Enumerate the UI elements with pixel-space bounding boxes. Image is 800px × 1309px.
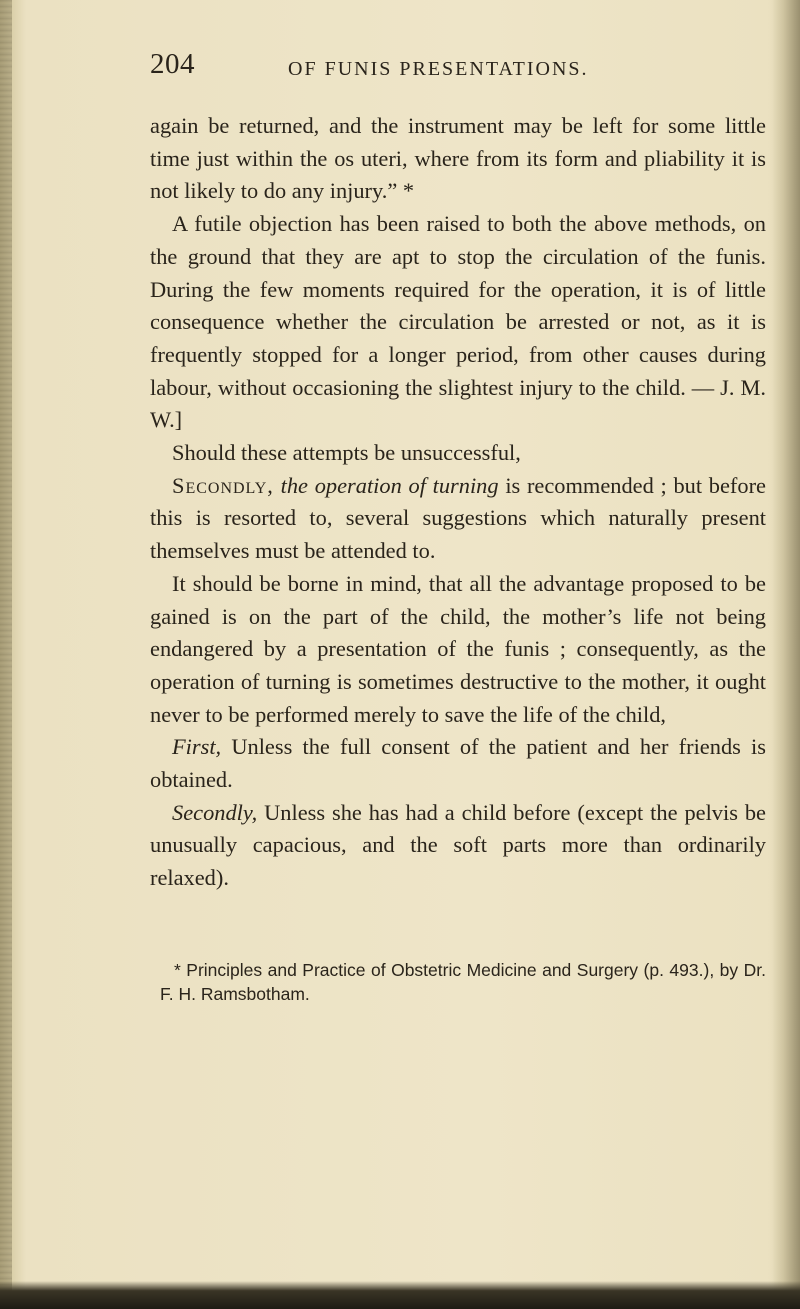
- page-gutter-shadow: [0, 0, 12, 1309]
- footnote: [160, 958, 766, 1006]
- secondly-heading: Secondly,: [172, 472, 274, 498]
- second-condition-text: Unless she has had a child before (except the pelvis be unusually capacious, and the soft parts more than ordinarily relaxed).: [150, 799, 766, 891]
- paragraph-objection: A futile objection has been raised to both the above methods, on the ground that they are apt to stop the circulation of the funis. During the few moments required for the operation, it is of little consequence whether the circulation be arrested or not, as it is frequently stopped for a longer period, from other causes during labour, without occasioning the slightest injury to the child. — J. M. W.]: [150, 211, 766, 433]
- secondly-text: is recommended ; but before this is resorted to, several suggestions which naturally present themselves must be attended to.: [150, 472, 766, 564]
- first-label: First,: [172, 734, 222, 760]
- page-number: 204: [150, 48, 195, 80]
- running-title: OF FUNIS PRESENTATIONS.: [288, 58, 589, 80]
- paragraph-second-condition: [150, 797, 766, 895]
- turning-phrase: the operation of turning: [280, 472, 499, 498]
- body-text: [150, 110, 766, 895]
- paragraph-secondly: [150, 470, 766, 568]
- paragraph-continuation: again be returned, and the instrument may be left for some little time just within the os uteri, where from its form and pliability it is not likely to do any injury.” *: [150, 113, 766, 204]
- paragraph-borne-in-mind: It should be borne in mind, that all the advantage proposed to be gained is on the part of the child, the mother’s life not being endangered by a presentation of the funis ; consequently, as the operation of turning is sometimes destructive to the mother, it ought never to be performed merely to save the life of the child,: [150, 570, 766, 727]
- page-bottom-shadow: [0, 1281, 800, 1309]
- paragraph-first-condition: [150, 731, 766, 796]
- first-condition-text: Unless the full consent of the patient and her friends is obtained.: [150, 734, 766, 793]
- footnote-text: * Principles and Practice of Obstetric Medicine and Surgery (p. 493.), by Dr. F. H. Ramsbotham.: [160, 960, 766, 1004]
- paragraph-attempts: Should these attempts be unsuccessful,: [172, 440, 521, 466]
- second-label: Secondly,: [172, 799, 258, 825]
- page-header: [150, 48, 750, 92]
- page-edge-shadow: [772, 0, 800, 1309]
